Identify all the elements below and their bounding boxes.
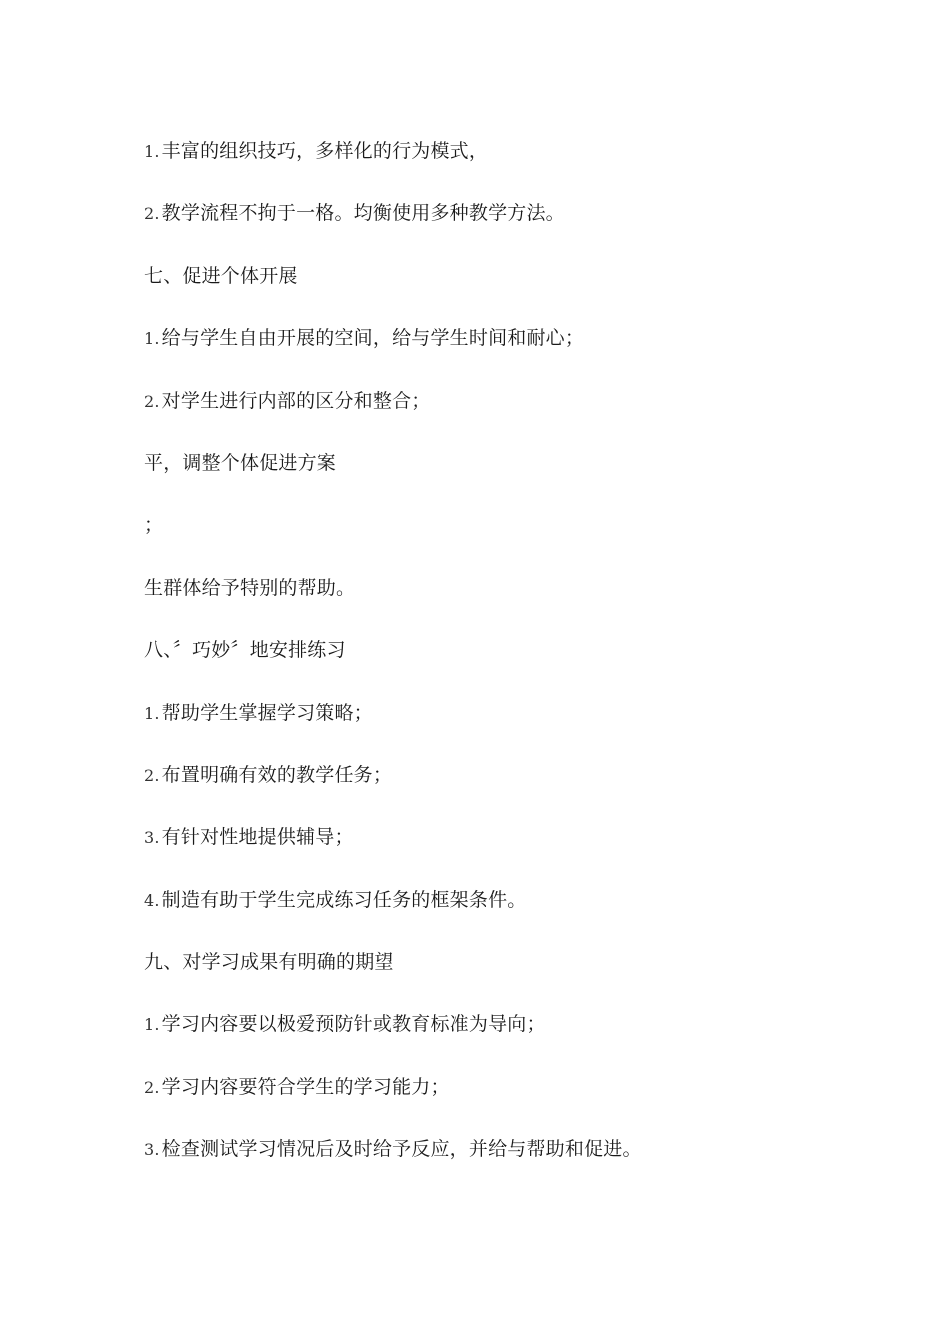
line-text: ； bbox=[144, 514, 164, 537]
item-number: 1. bbox=[144, 329, 160, 349]
list-item bbox=[144, 324, 844, 386]
item-number: 2. bbox=[144, 391, 160, 411]
item-number: 2. bbox=[144, 765, 160, 785]
list-item bbox=[144, 137, 844, 199]
item-number: 2. bbox=[144, 204, 160, 224]
document-body bbox=[144, 137, 844, 1198]
item-text: 检查测试学习情况后及时给予反应，并给与帮助和促进。 bbox=[161, 1138, 642, 1161]
section-heading bbox=[144, 948, 844, 1010]
item-number: 4. bbox=[144, 890, 160, 910]
item-text: 学习内容要符合学生的学习能力； bbox=[161, 1075, 450, 1098]
item-number: 1. bbox=[144, 703, 160, 723]
list-item bbox=[144, 823, 844, 885]
list-item bbox=[144, 886, 844, 948]
list-item bbox=[144, 387, 844, 449]
item-text: 教学流程不拘于一格。均衡使用多种教学方法。 bbox=[161, 202, 565, 225]
item-number: 1. bbox=[144, 1015, 160, 1035]
item-text: 丰富的组织技巧，多样化的行为模式， bbox=[161, 140, 489, 162]
list-item bbox=[144, 1073, 844, 1135]
section-heading bbox=[144, 262, 844, 324]
list-item bbox=[144, 761, 844, 823]
heading-text: 八、〞巧妙〞地安排练习 bbox=[144, 639, 346, 662]
item-text: 制造有助于学生完成练习任务的框架条件。 bbox=[161, 888, 527, 911]
heading-text: 九、对学习成果有明确的期望 bbox=[144, 951, 394, 974]
list-item bbox=[144, 1010, 844, 1072]
item-text: 有针对性地提供辅导； bbox=[161, 826, 354, 849]
text-line bbox=[144, 511, 844, 573]
list-item bbox=[144, 1135, 844, 1197]
line-text: 平，调整个体促进方案 bbox=[144, 451, 337, 474]
heading-text: 七、促进个体开展 bbox=[144, 264, 298, 287]
line-text: 生群体给予特别的帮助。 bbox=[144, 576, 356, 599]
item-number: 1. bbox=[144, 142, 160, 161]
item-number: 3. bbox=[144, 1140, 160, 1160]
item-text: 学习内容要以极爱预防针或教育标准为导向； bbox=[161, 1013, 546, 1036]
list-item bbox=[144, 199, 844, 261]
item-text: 帮助学生掌握学习策略； bbox=[161, 701, 373, 724]
item-text: 布置明确有效的教学任务； bbox=[161, 763, 393, 786]
section-heading bbox=[144, 636, 844, 698]
item-text: 对学生进行内部的区分和整合； bbox=[161, 389, 431, 412]
list-item bbox=[144, 699, 844, 761]
item-number: 3. bbox=[144, 828, 160, 848]
text-line bbox=[144, 449, 844, 511]
item-text: 给与学生自由开展的空间，给与学生时间和耐心； bbox=[161, 327, 585, 350]
text-line bbox=[144, 574, 844, 636]
item-number: 2. bbox=[144, 1077, 160, 1097]
